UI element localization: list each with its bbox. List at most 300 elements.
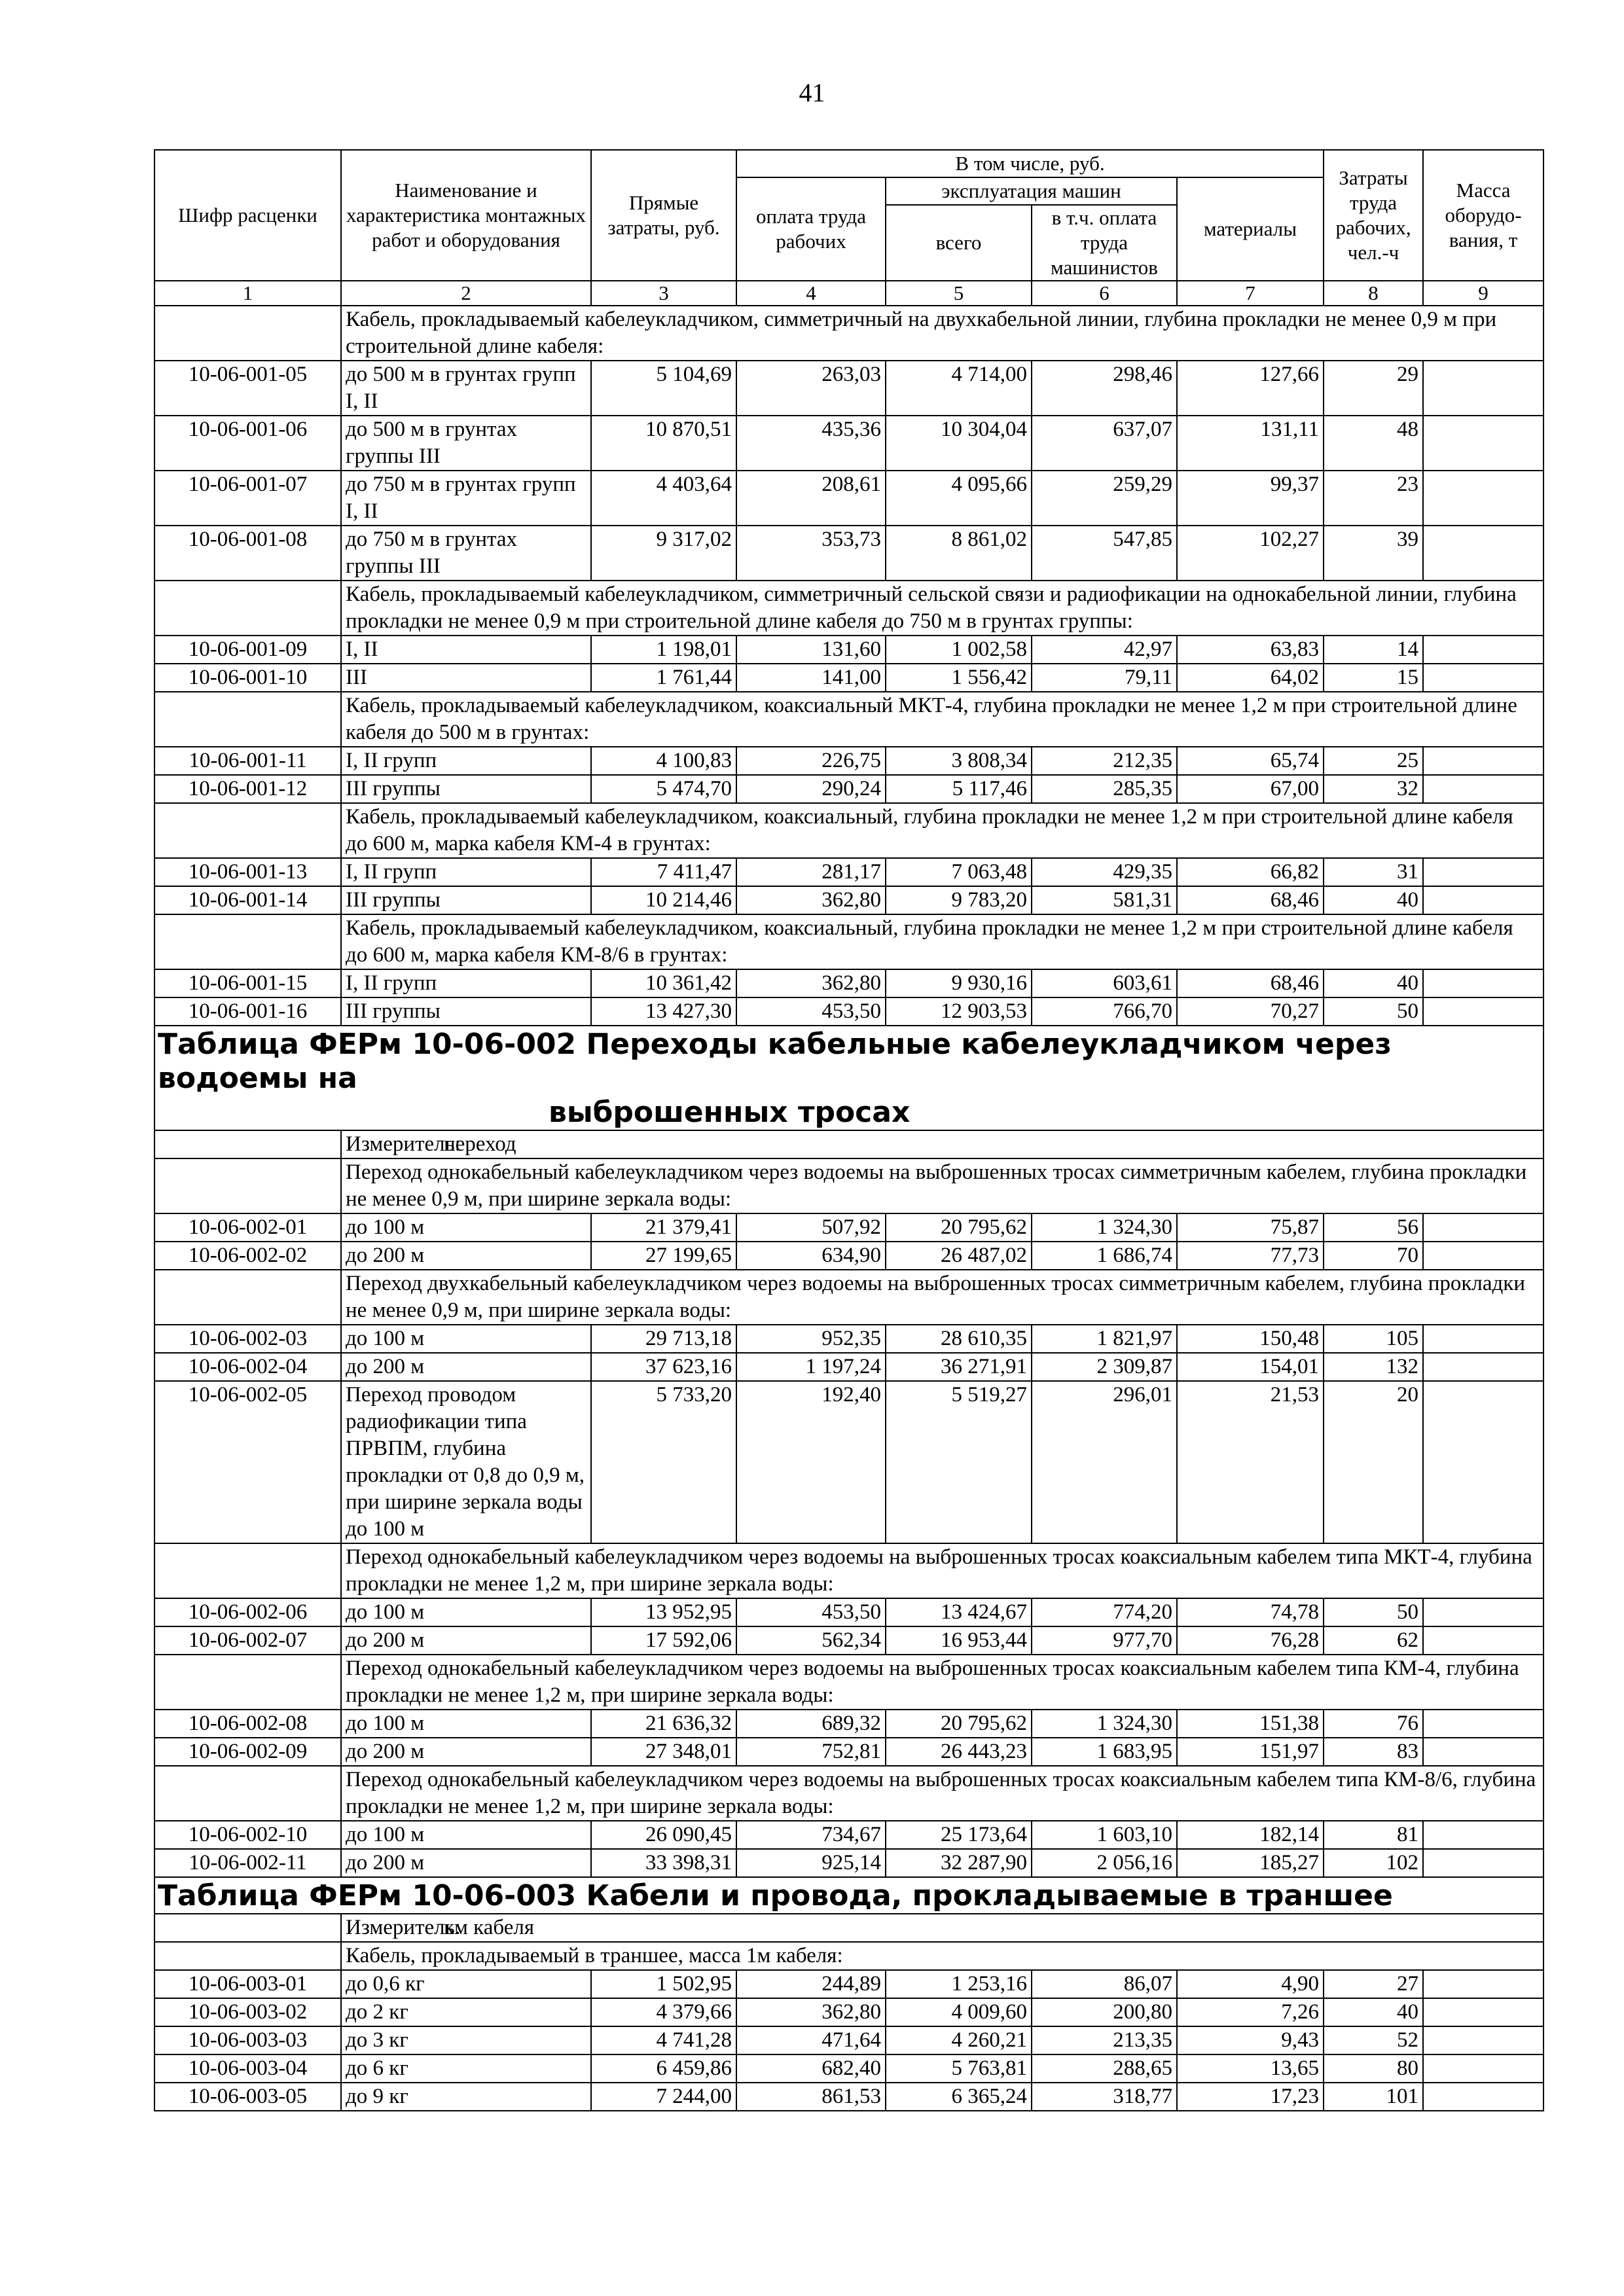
measure-value: переход xyxy=(444,1132,516,1156)
machines-total: 4 009,60 xyxy=(886,1998,1032,2026)
worker-wages: 281,17 xyxy=(736,858,886,886)
column-number: 6 xyxy=(1032,281,1177,306)
empty-cell xyxy=(154,1655,341,1710)
machinist-wages: 429,35 xyxy=(1032,858,1177,886)
labor-costs: 83 xyxy=(1324,1738,1423,1766)
labor-costs: 39 xyxy=(1324,526,1423,581)
work-name: до 3 кг xyxy=(341,2026,591,2054)
rate-code: 10-06-001-06 xyxy=(154,416,341,471)
equipment-mass xyxy=(1423,664,1543,692)
direct-costs: 4 403,64 xyxy=(591,471,736,526)
labor-costs: 31 xyxy=(1324,858,1423,886)
labor-costs: 50 xyxy=(1324,1598,1423,1626)
table-title-row xyxy=(154,1026,1543,1130)
category-row xyxy=(154,692,1543,747)
category-text: Кабель, прокладываемый кабелеукладчиком, коаксиальный, глубина прокладки не менее 1,2 м при строительной длине кабеля до 600 м, марка кабеля КМ-8/6 в грунтах: xyxy=(341,914,1543,969)
materials: 131,11 xyxy=(1177,416,1324,471)
worker-wages: 353,73 xyxy=(736,526,886,581)
measure-label: Измеритель: xyxy=(346,1916,461,1939)
work-name: III группы xyxy=(341,886,591,914)
machines-total: 13 424,67 xyxy=(886,1598,1032,1626)
direct-costs: 26 090,45 xyxy=(591,1821,736,1849)
category-text: Переход однокабельный кабелеукладчиком через водоемы на выброшенных тросах коаксиальным кабелем типа МКТ-4, глубина прокладки не менее 1,2 м, при ширине зеркала воды: xyxy=(341,1543,1543,1598)
direct-costs: 10 361,42 xyxy=(591,969,736,997)
table-row xyxy=(154,1598,1543,1626)
machines-total: 1 253,16 xyxy=(886,1970,1032,1998)
materials: 151,38 xyxy=(1177,1710,1324,1738)
machines-total: 1 002,58 xyxy=(886,636,1032,664)
worker-wages: 925,14 xyxy=(736,1849,886,1877)
equipment-mass xyxy=(1423,1710,1543,1738)
machines-total: 4 714,00 xyxy=(886,361,1032,416)
work-name: III группы xyxy=(341,997,591,1026)
materials: 102,27 xyxy=(1177,526,1324,581)
labor-costs: 80 xyxy=(1324,2054,1423,2083)
direct-costs: 7 411,47 xyxy=(591,858,736,886)
labor-costs: 62 xyxy=(1324,1626,1423,1655)
direct-costs: 21 379,41 xyxy=(591,1213,736,1242)
empty-cell xyxy=(154,581,341,636)
worker-wages: 634,90 xyxy=(736,1242,886,1270)
worker-wages: 471,64 xyxy=(736,2026,886,2054)
category-row xyxy=(154,1766,1543,1821)
category-row xyxy=(154,914,1543,969)
empty-cell xyxy=(154,914,341,969)
machinist-wages: 212,35 xyxy=(1032,747,1177,775)
category-row xyxy=(154,803,1543,858)
labor-costs: 70 xyxy=(1324,1242,1423,1270)
equipment-mass xyxy=(1423,416,1543,471)
labor-costs: 102 xyxy=(1324,1849,1423,1877)
rate-code: 10-06-002-11 xyxy=(154,1849,341,1877)
machines-total: 10 304,04 xyxy=(886,416,1032,471)
table-title-line1: Таблица ФЕРм 10-06-003 Кабели и провода, прокладываемые в траншее xyxy=(158,1879,1393,1912)
labor-costs: 52 xyxy=(1324,2026,1423,2054)
labor-costs: 14 xyxy=(1324,636,1423,664)
measure-row xyxy=(154,1914,1543,1942)
direct-costs: 1 198,01 xyxy=(591,636,736,664)
machines-total: 32 287,90 xyxy=(886,1849,1032,1877)
machinist-wages: 213,35 xyxy=(1032,2026,1177,2054)
rate-code: 10-06-002-06 xyxy=(154,1598,341,1626)
header-labor: Затраты труда рабочих, чел.-ч xyxy=(1324,150,1423,281)
worker-wages: 453,50 xyxy=(736,997,886,1026)
machinist-wages: 318,77 xyxy=(1032,2083,1177,2111)
machines-total: 28 610,35 xyxy=(886,1325,1032,1353)
table-title xyxy=(154,1877,1543,1914)
worker-wages: 952,35 xyxy=(736,1325,886,1353)
table-row xyxy=(154,747,1543,775)
machines-total: 20 795,62 xyxy=(886,1213,1032,1242)
equipment-mass xyxy=(1423,1598,1543,1626)
materials: 64,02 xyxy=(1177,664,1324,692)
labor-costs: 20 xyxy=(1324,1381,1423,1543)
empty-cell xyxy=(154,1766,341,1821)
column-number: 5 xyxy=(886,281,1032,306)
machines-total: 9 783,20 xyxy=(886,886,1032,914)
worker-wages: 226,75 xyxy=(736,747,886,775)
header-machines-total: всего xyxy=(886,205,1032,281)
machinist-wages: 1 603,10 xyxy=(1032,1821,1177,1849)
table-row xyxy=(154,858,1543,886)
labor-costs: 101 xyxy=(1324,2083,1423,2111)
work-name: до 6 кг xyxy=(341,2054,591,2083)
worker-wages: 752,81 xyxy=(736,1738,886,1766)
table-title-line2: выброшенных тросах xyxy=(549,1096,911,1129)
work-name: до 200 м xyxy=(341,1242,591,1270)
worker-wages: 290,24 xyxy=(736,775,886,803)
table-row xyxy=(154,1849,1543,1877)
table-row xyxy=(154,1626,1543,1655)
equipment-mass xyxy=(1423,471,1543,526)
labor-costs: 56 xyxy=(1324,1213,1423,1242)
machinist-wages: 79,11 xyxy=(1032,664,1177,692)
materials: 151,97 xyxy=(1177,1738,1324,1766)
work-name: до 500 м в грунтах групп I, II xyxy=(341,361,591,416)
worker-wages: 1 197,24 xyxy=(736,1353,886,1381)
category-row xyxy=(154,1270,1543,1325)
table-row xyxy=(154,1381,1543,1543)
equipment-mass xyxy=(1423,2026,1543,2054)
machines-total: 26 487,02 xyxy=(886,1242,1032,1270)
table-row xyxy=(154,2054,1543,2083)
empty-cell xyxy=(154,1130,341,1158)
direct-costs: 1 502,95 xyxy=(591,1970,736,1998)
materials: 77,73 xyxy=(1177,1242,1324,1270)
rates-table xyxy=(154,149,1544,2111)
equipment-mass xyxy=(1423,1213,1543,1242)
work-name: до 750 м в грунтах групп I, II xyxy=(341,471,591,526)
materials: 76,28 xyxy=(1177,1626,1324,1655)
machines-total: 8 861,02 xyxy=(886,526,1032,581)
machines-total: 7 063,48 xyxy=(886,858,1032,886)
rate-code: 10-06-002-07 xyxy=(154,1626,341,1655)
header-name: Наименование и характеристика монтажных работ и оборудования xyxy=(341,150,591,281)
materials: 9,43 xyxy=(1177,2026,1324,2054)
table-row xyxy=(154,969,1543,997)
category-text: Кабель, прокладываемый в траншее, масса 1м кабеля: xyxy=(341,1942,1543,1970)
rate-code: 10-06-003-04 xyxy=(154,2054,341,2083)
worker-wages: 263,03 xyxy=(736,361,886,416)
machinist-wages: 774,20 xyxy=(1032,1598,1177,1626)
machinist-wages: 766,70 xyxy=(1032,997,1177,1026)
category-row xyxy=(154,1158,1543,1213)
direct-costs: 5 474,70 xyxy=(591,775,736,803)
labor-costs: 40 xyxy=(1324,886,1423,914)
work-name: до 200 м xyxy=(341,1353,591,1381)
machinist-wages: 288,65 xyxy=(1032,2054,1177,2083)
empty-cell xyxy=(154,692,341,747)
worker-wages: 682,40 xyxy=(736,2054,886,2083)
machinist-wages: 86,07 xyxy=(1032,1970,1177,1998)
machinist-wages: 603,61 xyxy=(1032,969,1177,997)
materials: 67,00 xyxy=(1177,775,1324,803)
labor-costs: 50 xyxy=(1324,997,1423,1026)
rate-code: 10-06-003-03 xyxy=(154,2026,341,2054)
measure-label: Измеритель: xyxy=(346,1132,461,1156)
work-name: до 100 м xyxy=(341,1213,591,1242)
rate-code: 10-06-002-04 xyxy=(154,1353,341,1381)
category-row xyxy=(154,1543,1543,1598)
header-machinist-wages: в т.ч. оплата труда машинистов xyxy=(1032,205,1177,281)
work-name: I, II групп xyxy=(341,969,591,997)
category-text: Кабель, прокладываемый кабелеукладчиком, коаксиальный МКТ-4, глубина прокладки не менее 1,2 м при строительной длине кабеля до 500 м в грунтах: xyxy=(341,692,1543,747)
worker-wages: 208,61 xyxy=(736,471,886,526)
work-name: до 500 м в грунтах группы III xyxy=(341,416,591,471)
table-row xyxy=(154,416,1543,471)
column-number: 3 xyxy=(591,281,736,306)
machinist-wages: 547,85 xyxy=(1032,526,1177,581)
column-number: 4 xyxy=(736,281,886,306)
table-row xyxy=(154,1970,1543,1998)
worker-wages: 192,40 xyxy=(736,1381,886,1543)
machinist-wages: 296,01 xyxy=(1032,1381,1177,1543)
rate-code: 10-06-001-15 xyxy=(154,969,341,997)
table-row xyxy=(154,471,1543,526)
work-name: до 750 м в грунтах группы III xyxy=(341,526,591,581)
work-name: до 200 м xyxy=(341,1738,591,1766)
rate-code: 10-06-001-08 xyxy=(154,526,341,581)
work-name: до 100 м xyxy=(341,1598,591,1626)
work-name: до 100 м xyxy=(341,1821,591,1849)
equipment-mass xyxy=(1423,361,1543,416)
work-name: Переход проводом радиофикации типа ПРВПМ, глубина прокладки от 0,8 до 0,9 м, при ширине зеркала воды до 100 м xyxy=(341,1381,591,1543)
equipment-mass xyxy=(1423,1242,1543,1270)
materials: 74,78 xyxy=(1177,1598,1324,1626)
column-numbers-row xyxy=(154,281,1543,306)
measure-cell xyxy=(341,1130,1543,1158)
materials: 13,65 xyxy=(1177,2054,1324,2083)
labor-costs: 40 xyxy=(1324,969,1423,997)
page-number: 41 xyxy=(799,78,825,107)
rate-code: 10-06-001-12 xyxy=(154,775,341,803)
work-name: I, II xyxy=(341,636,591,664)
equipment-mass xyxy=(1423,636,1543,664)
labor-costs: 105 xyxy=(1324,1325,1423,1353)
worker-wages: 362,80 xyxy=(736,1998,886,2026)
header-mass: Масса оборудо-вания, т xyxy=(1423,150,1543,281)
table-row xyxy=(154,1998,1543,2026)
worker-wages: 734,67 xyxy=(736,1821,886,1849)
materials: 150,48 xyxy=(1177,1325,1324,1353)
rate-code: 10-06-002-02 xyxy=(154,1242,341,1270)
empty-cell xyxy=(154,1543,341,1598)
materials: 7,26 xyxy=(1177,1998,1324,2026)
materials: 70,27 xyxy=(1177,997,1324,1026)
worker-wages: 362,80 xyxy=(736,969,886,997)
machinist-wages: 2 056,16 xyxy=(1032,1849,1177,1877)
table-row xyxy=(154,1738,1543,1766)
materials: 4,90 xyxy=(1177,1970,1324,1998)
work-name: до 9 кг xyxy=(341,2083,591,2111)
category-text: Переход однокабельный кабелеукладчиком через водоемы на выброшенных тросах симметричным кабелем, глубина прокладки не менее 0,9 м, при ширине зеркала воды: xyxy=(341,1158,1543,1213)
machinist-wages: 1 683,95 xyxy=(1032,1738,1177,1766)
materials: 75,87 xyxy=(1177,1213,1324,1242)
direct-costs: 1 761,44 xyxy=(591,664,736,692)
worker-wages: 435,36 xyxy=(736,416,886,471)
direct-costs: 21 636,32 xyxy=(591,1710,736,1738)
machinist-wages: 298,46 xyxy=(1032,361,1177,416)
rate-code: 10-06-003-02 xyxy=(154,1998,341,2026)
direct-costs: 17 592,06 xyxy=(591,1626,736,1655)
work-name: I, II групп xyxy=(341,747,591,775)
equipment-mass xyxy=(1423,1998,1543,2026)
category-text: Кабель, прокладываемый кабелеукладчиком, симметричный на двухкабельной линии, глубина прокладки не менее 0,9 м при строительной длине кабеля: xyxy=(341,306,1543,361)
direct-costs: 27 199,65 xyxy=(591,1242,736,1270)
direct-costs: 5 104,69 xyxy=(591,361,736,416)
direct-costs: 4 100,83 xyxy=(591,747,736,775)
rate-code: 10-06-001-16 xyxy=(154,997,341,1026)
materials: 66,82 xyxy=(1177,858,1324,886)
table-body xyxy=(154,306,1543,2111)
machinist-wages: 1 821,97 xyxy=(1032,1325,1177,1353)
machinist-wages: 42,97 xyxy=(1032,636,1177,664)
work-name: до 2 кг xyxy=(341,1998,591,2026)
equipment-mass xyxy=(1423,1849,1543,1877)
machinist-wages: 1 324,30 xyxy=(1032,1213,1177,1242)
rate-code: 10-06-003-01 xyxy=(154,1970,341,1998)
header-materials: материалы xyxy=(1177,177,1324,281)
work-name: до 100 м xyxy=(341,1325,591,1353)
rate-code: 10-06-003-05 xyxy=(154,2083,341,2111)
machines-total: 5 763,81 xyxy=(886,2054,1032,2083)
rate-code: 10-06-002-01 xyxy=(154,1213,341,1242)
equipment-mass xyxy=(1423,1821,1543,1849)
equipment-mass xyxy=(1423,526,1543,581)
rate-code: 10-06-002-10 xyxy=(154,1821,341,1849)
empty-cell xyxy=(154,803,341,858)
direct-costs: 33 398,31 xyxy=(591,1849,736,1877)
equipment-mass xyxy=(1423,1381,1543,1543)
empty-cell xyxy=(154,1942,341,1970)
rate-code: 10-06-002-09 xyxy=(154,1738,341,1766)
materials: 154,01 xyxy=(1177,1353,1324,1381)
direct-costs: 9 317,02 xyxy=(591,526,736,581)
rate-code: 10-06-001-07 xyxy=(154,471,341,526)
direct-costs: 10 214,46 xyxy=(591,886,736,914)
machines-total: 20 795,62 xyxy=(886,1710,1032,1738)
table-header xyxy=(154,150,1543,306)
table-row xyxy=(154,1213,1543,1242)
materials: 68,46 xyxy=(1177,886,1324,914)
worker-wages: 453,50 xyxy=(736,1598,886,1626)
category-text: Кабель, прокладываемый кабелеукладчиком, коаксиальный, глубина прокладки не менее 1,2 м при строительной длине кабеля до 600 м, марка кабеля КМ-4 в грунтах: xyxy=(341,803,1543,858)
machines-total: 5 519,27 xyxy=(886,1381,1032,1543)
table-row xyxy=(154,997,1543,1026)
category-row xyxy=(154,581,1543,636)
machinist-wages: 2 309,87 xyxy=(1032,1353,1177,1381)
measure-cell xyxy=(341,1914,1543,1942)
empty-cell xyxy=(154,306,341,361)
rate-code: 10-06-001-10 xyxy=(154,664,341,692)
work-name: до 0,6 кг xyxy=(341,1970,591,1998)
machinist-wages: 977,70 xyxy=(1032,1626,1177,1655)
direct-costs: 5 733,20 xyxy=(591,1381,736,1543)
rate-code: 10-06-001-09 xyxy=(154,636,341,664)
materials: 17,23 xyxy=(1177,2083,1324,2111)
table-row xyxy=(154,1242,1543,1270)
table-row xyxy=(154,1325,1543,1353)
column-number: 2 xyxy=(341,281,591,306)
machinist-wages: 1 686,74 xyxy=(1032,1242,1177,1270)
table-row xyxy=(154,2083,1543,2111)
rate-code: 10-06-002-08 xyxy=(154,1710,341,1738)
equipment-mass xyxy=(1423,747,1543,775)
worker-wages: 141,00 xyxy=(736,664,886,692)
machines-total: 3 808,34 xyxy=(886,747,1032,775)
direct-costs: 13 427,30 xyxy=(591,997,736,1026)
empty-cell xyxy=(154,1270,341,1325)
direct-costs: 37 623,16 xyxy=(591,1353,736,1381)
empty-cell xyxy=(154,1914,341,1942)
table-row xyxy=(154,636,1543,664)
column-number: 1 xyxy=(154,281,341,306)
materials: 127,66 xyxy=(1177,361,1324,416)
direct-costs: 13 952,95 xyxy=(591,1598,736,1626)
table-row xyxy=(154,1821,1543,1849)
table-row xyxy=(154,361,1543,416)
work-name: III группы xyxy=(341,775,591,803)
equipment-mass xyxy=(1423,775,1543,803)
rate-code: 10-06-001-14 xyxy=(154,886,341,914)
machinist-wages: 1 324,30 xyxy=(1032,1710,1177,1738)
labor-costs: 23 xyxy=(1324,471,1423,526)
direct-costs: 4 741,28 xyxy=(591,2026,736,2054)
rate-code: 10-06-002-03 xyxy=(154,1325,341,1353)
measure-row xyxy=(154,1130,1543,1158)
table-row xyxy=(154,526,1543,581)
machinist-wages: 637,07 xyxy=(1032,416,1177,471)
table-row xyxy=(154,1710,1543,1738)
equipment-mass xyxy=(1423,997,1543,1026)
direct-costs: 10 870,51 xyxy=(591,416,736,471)
equipment-mass xyxy=(1423,1738,1543,1766)
rate-code: 10-06-001-13 xyxy=(154,858,341,886)
header-machines: эксплуатация машин xyxy=(886,177,1177,205)
machines-total: 5 117,46 xyxy=(886,775,1032,803)
machines-total: 25 173,64 xyxy=(886,1821,1032,1849)
machines-total: 36 271,91 xyxy=(886,1353,1032,1381)
worker-wages: 131,60 xyxy=(736,636,886,664)
machines-total: 1 556,42 xyxy=(886,664,1032,692)
table-row xyxy=(154,664,1543,692)
worker-wages: 244,89 xyxy=(736,1970,886,1998)
header-incl: В том числе, руб. xyxy=(736,150,1324,177)
materials: 99,37 xyxy=(1177,471,1324,526)
labor-costs: 132 xyxy=(1324,1353,1423,1381)
labor-costs: 25 xyxy=(1324,747,1423,775)
work-name: до 100 м xyxy=(341,1710,591,1738)
category-text: Переход однокабельный кабелеукладчиком через водоемы на выброшенных тросах коаксиальным кабелем типа КМ-8/6, глубина прокладки не менее 1,2 м, при ширине зеркала воды: xyxy=(341,1766,1543,1821)
machinist-wages: 259,29 xyxy=(1032,471,1177,526)
table-title xyxy=(154,1026,1543,1130)
machines-total: 26 443,23 xyxy=(886,1738,1032,1766)
machines-total: 4 095,66 xyxy=(886,471,1032,526)
category-row xyxy=(154,306,1543,361)
machines-total: 6 365,24 xyxy=(886,2083,1032,2111)
category-text: Переход однокабельный кабелеукладчиком через водоемы на выброшенных тросах коаксиальным кабелем типа КМ-4, глубина прокладки не менее 1,2 м, при ширине зеркала воды: xyxy=(341,1655,1543,1710)
direct-costs: 29 713,18 xyxy=(591,1325,736,1353)
empty-cell xyxy=(154,1158,341,1213)
materials: 182,14 xyxy=(1177,1821,1324,1849)
category-row xyxy=(154,1655,1543,1710)
labor-costs: 15 xyxy=(1324,664,1423,692)
header-code: Шифр расценки xyxy=(154,150,341,281)
direct-costs: 6 459,86 xyxy=(591,2054,736,2083)
worker-wages: 562,34 xyxy=(736,1626,886,1655)
labor-costs: 76 xyxy=(1324,1710,1423,1738)
equipment-mass xyxy=(1423,2054,1543,2083)
